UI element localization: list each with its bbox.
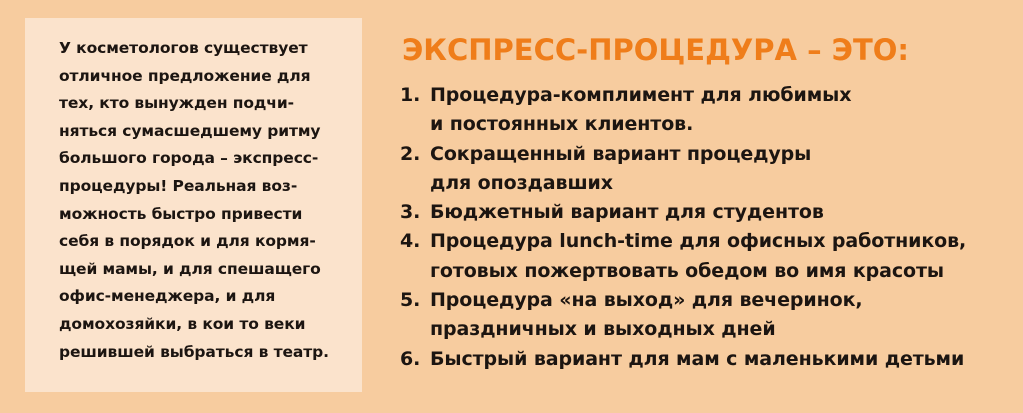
list-item: [400, 81, 966, 140]
list-item: [400, 286, 966, 345]
list-item-text: Процедура lunch-time для офисных работников,: [430, 230, 967, 253]
list-item-number: 2.: [400, 142, 421, 165]
intro-line: себя в порядок и для кормя-: [59, 232, 316, 251]
list-item-row: [400, 198, 966, 227]
list-item-number: 4.: [400, 230, 421, 253]
list-item-text: Процедура «на выход» для вечеринок,: [430, 289, 863, 312]
list-item: [400, 140, 966, 199]
list-item-number: 6.: [400, 347, 421, 370]
list-item-number: 5.: [400, 289, 421, 312]
procedure-list: [400, 81, 966, 374]
intro-line: решившей выбраться в театр.: [59, 342, 329, 361]
list-item-row: [400, 227, 966, 256]
list-item-text: праздничных и выходных дней: [430, 318, 776, 341]
intro-line: офис-менеджера, и для: [59, 287, 276, 306]
list-item-text: Процедура-комплимент для любимых: [430, 84, 852, 106]
intro-line: У косметологов существует: [59, 39, 308, 57]
intro-line: тех, кто вынужден подчи-: [59, 94, 294, 113]
main-title: ЭКСПРЕСС-ПРОЦЕДУРА – ЭТО:: [402, 33, 909, 67]
intro-line: большого города – экспресс-: [59, 149, 319, 168]
list-item-row: [400, 81, 966, 110]
list-item-text: готовых пожертвовать обедом во имя красоты: [430, 259, 944, 282]
intro-sidebar: [25, 18, 362, 392]
list-item-text: и постоянных клиентов.: [430, 113, 694, 136]
list-item-text: Сокращенный вариант процедуры: [430, 142, 812, 165]
intro-line: щей мамы, и для спешащего: [59, 259, 321, 278]
list-item-text: Бюджетный вариант для студентов: [430, 201, 824, 224]
intro-line: домохозяйки, в кои то веки: [59, 314, 306, 333]
intro-line: отличное предложение для: [59, 66, 311, 85]
list-item-row: [400, 286, 966, 315]
list-item-number: 3.: [400, 201, 421, 224]
intro-line: процедуры! Реальная воз-: [59, 176, 298, 195]
list-item-text: Быстрый вариант для мам с маленькими детьми: [430, 347, 965, 370]
list-item-text: для опоздавших: [430, 171, 613, 194]
list-item-row: [400, 345, 966, 374]
list-item-number: 1.: [400, 84, 421, 106]
list-item-row: [400, 140, 966, 169]
intro-line: няться сумасшедшему ритму: [59, 121, 321, 140]
intro-line: можность быстро привести: [59, 204, 303, 223]
list-item: [400, 198, 966, 227]
list-item: [400, 227, 966, 286]
list-item: [400, 345, 966, 374]
